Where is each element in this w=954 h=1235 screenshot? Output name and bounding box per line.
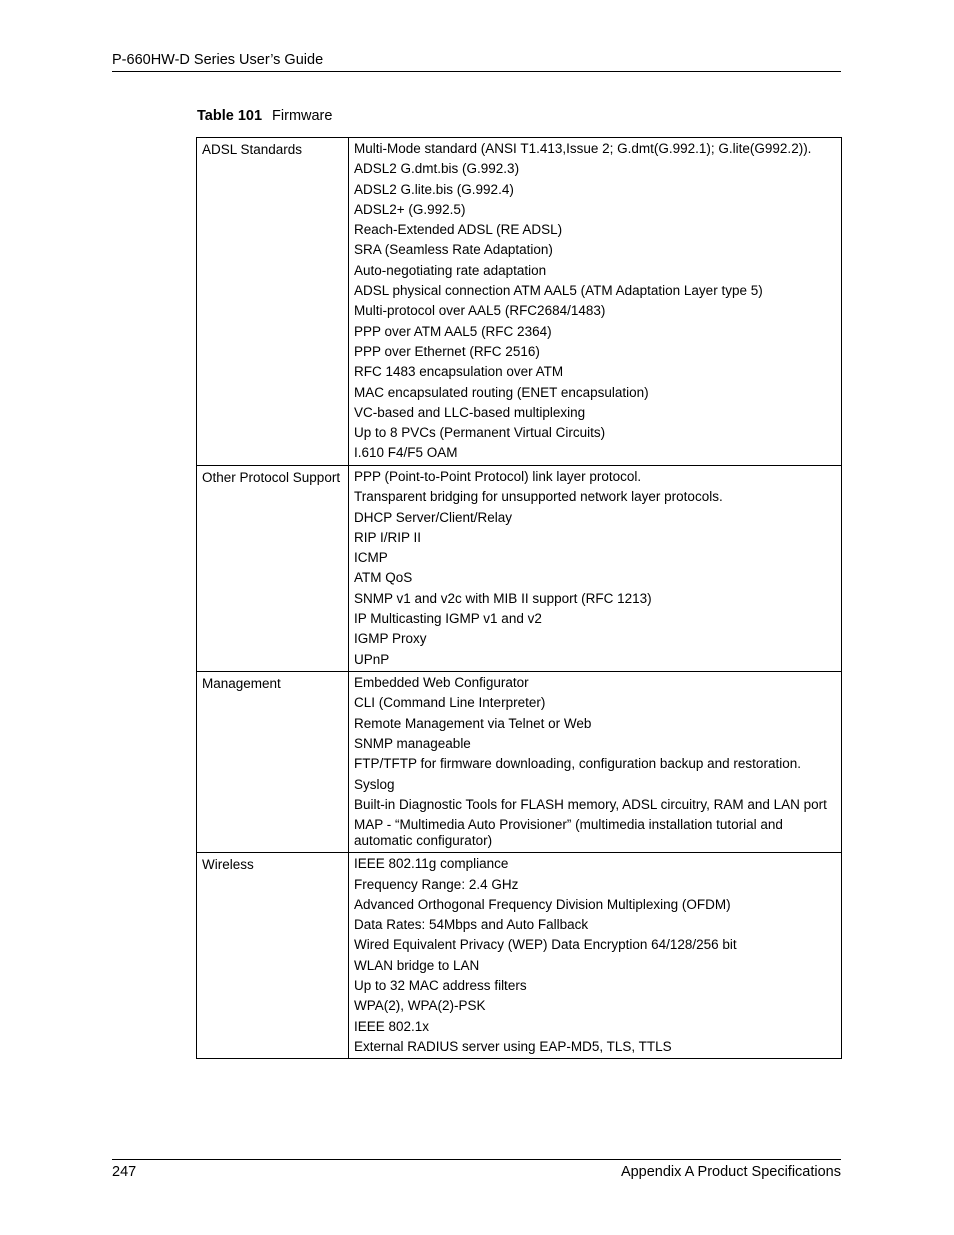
feature-list-cell [349, 138, 842, 466]
feature-item: Transparent bridging for unsupported network layer protocols. [354, 489, 723, 505]
feature-item: Multi-protocol over AAL5 (RFC2684/1483) [354, 303, 606, 319]
feature-item: PPP (Point-to-Point Protocol) link layer protocol. [354, 468, 642, 484]
feature-item: ADSL2+ (G.992.5) [354, 201, 466, 217]
feature-category-cell: Other Protocol Support [197, 465, 349, 671]
firmware-table-body [197, 138, 842, 1059]
table-row [197, 138, 842, 466]
feature-item: ADSL2 G.lite.bis (G.992.4) [354, 181, 514, 197]
feature-item: VC-based and LLC-based multiplexing [354, 404, 586, 420]
feature-category-cell: Management [197, 672, 349, 853]
feature-item: IGMP Proxy [354, 631, 427, 647]
document-title: P-660HW-D Series User’s Guide [112, 52, 324, 68]
feature-category-cell: Wireless [197, 853, 349, 1059]
feature-list-cell [349, 672, 842, 853]
firmware-table [196, 137, 842, 1059]
feature-item: SNMP v1 and v2c with MIB II support (RFC 1213) [354, 590, 652, 606]
feature-item: RFC 1483 encapsulation over ATM [354, 364, 564, 380]
feature-item: Auto-negotiating rate adaptation [354, 262, 547, 278]
feature-item: Embedded Web Configurator [354, 675, 529, 691]
feature-category-cell: ADSL Standards [197, 138, 349, 466]
feature-item: Wired Equivalent Privacy (WEP) Data Encryption 64/128/256 bit [354, 937, 737, 953]
feature-item: IP Multicasting IGMP v1 and v2 [354, 611, 542, 627]
page-number: 247 [112, 1164, 137, 1180]
feature-list-cell [349, 853, 842, 1059]
feature-item: Frequency Range: 2.4 GHz [354, 876, 519, 892]
feature-item: Data Rates: 54Mbps and Auto Fallback [354, 917, 589, 933]
feature-item: Up to 32 MAC address filters [354, 977, 527, 993]
table-row [197, 465, 842, 671]
feature-item: PPP over ATM AAL5 (RFC 2364) [354, 323, 552, 339]
feature-item: UPnP [354, 651, 390, 667]
page-footer [112, 1159, 841, 1180]
feature-item: WPA(2), WPA(2)-PSK [354, 998, 486, 1014]
feature-item: Syslog [354, 776, 395, 792]
feature-item: ADSL physical connection ATM AAL5 (ATM Adaptation Layer type 5) [354, 283, 763, 299]
feature-item: ICMP [354, 550, 388, 566]
feature-item: DHCP Server/Client/Relay [354, 509, 513, 525]
feature-item: MAC encapsulated routing (ENET encapsulation) [354, 384, 649, 400]
feature-item: CLI (Command Line Interpreter) [354, 695, 546, 711]
feature-item: IEEE 802.11g compliance [354, 856, 509, 872]
feature-item: WLAN bridge to LAN [354, 957, 480, 973]
feature-item: SNMP manageable [354, 736, 471, 752]
feature-item: Reach-Extended ADSL (RE ADSL) [354, 222, 563, 238]
feature-item: Built-in Diagnostic Tools for FLASH memory, ADSL circuitry, RAM and LAN port [354, 796, 827, 812]
feature-list-cell [349, 465, 842, 671]
feature-item: External RADIUS server using EAP-MD5, TLS, TTLS [354, 1038, 672, 1054]
feature-item: MAP - “Multimedia Auto Provisioner” (multimedia installation tutorial and automatic configurator) [354, 817, 783, 848]
feature-item: Multi-Mode standard (ANSI T1.413,Issue 2; G.dmt(G.992.1); G.lite(G992.2)). [354, 141, 812, 156]
table-row [197, 853, 842, 1059]
feature-item: PPP over Ethernet (RFC 2516) [354, 343, 540, 359]
feature-item: ADSL2 G.dmt.bis (G.992.3) [354, 161, 520, 177]
feature-item: Remote Management via Telnet or Web [354, 715, 592, 731]
feature-item: ATM QoS [354, 570, 413, 586]
feature-item: Advanced Orthogonal Frequency Division Multiplexing (OFDM) [354, 896, 731, 912]
feature-item: I.610 F4/F5 OAM [354, 445, 458, 461]
feature-item: Up to 8 PVCs (Permanent Virtual Circuits) [354, 425, 606, 441]
table-caption [197, 108, 332, 124]
table-number: Table 101 [197, 108, 263, 124]
feature-item: IEEE 802.1x [354, 1018, 430, 1034]
section-title: Appendix A Product Specifications [620, 1164, 841, 1180]
page-header [112, 52, 841, 72]
table-row [197, 672, 842, 853]
feature-item: RIP I/RIP II [354, 529, 422, 545]
feature-item: SRA (Seamless Rate Adaptation) [354, 242, 553, 258]
table-title: Firmware [272, 108, 333, 124]
feature-item: FTP/TFTP for firmware downloading, configuration backup and restoration. [354, 756, 801, 772]
